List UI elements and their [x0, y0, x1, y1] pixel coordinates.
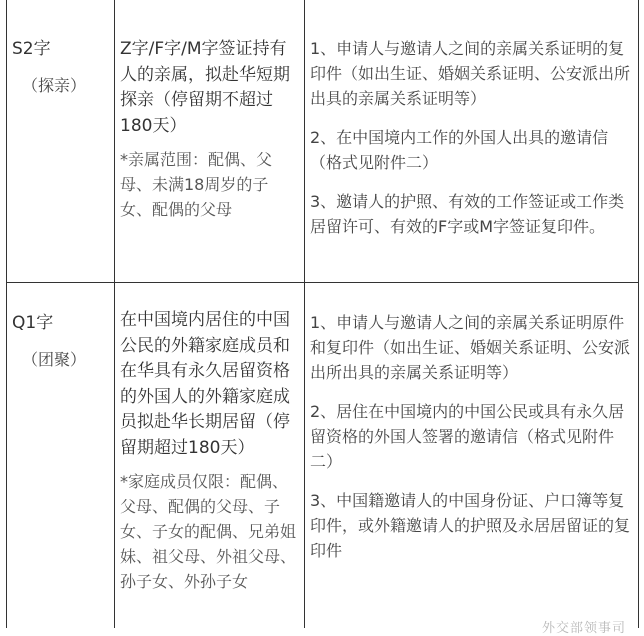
requirement-item: 3、邀请人的护照、有效的工作签证或工作类居留许可、有效的F字或M字签证复印件。 — [310, 192, 625, 236]
visa-type-cell — [12, 36, 112, 98]
visa-type-code: S2字 — [12, 39, 51, 59]
visa-type-code: Q1字 — [12, 313, 54, 333]
relatives-scope-note: *亲属范围：配偶、父母、未满18周岁的子女、配偶的父母 — [120, 150, 273, 219]
cut-off-caption: 外交部领事司 — [541, 621, 626, 636]
required-documents-cell — [310, 310, 632, 577]
visa-type-note: （探亲） — [22, 76, 87, 95]
family-members-scope-note: *家庭成员仅限：配偶、父母、配偶的父母、子女、子女的配偶、兄弟姐妹、祖父母、外祖父母、孙子女、外孙子女 — [120, 472, 297, 591]
table-row — [0, 0, 644, 282]
table-row — [0, 282, 644, 636]
visa-type-cell — [12, 310, 112, 372]
applicant-description: 在中国境内居住的中国公民的外籍家庭成员和在华具有永久居留资格的外国人的外籍家庭成员拟赴华长期居留（停留期超过180天） — [120, 310, 290, 458]
requirement-item: 1、申请人与邀请人之间的亲属关系证明的复印件（如出生证、婚姻关系证明、公安派出所出具的亲属关系证明等） — [310, 39, 631, 108]
applicant-description-cell — [120, 37, 298, 222]
visa-type-note: （团聚） — [22, 350, 87, 369]
requirement-item: 3、中国籍邀请人的中国身份证、户口簿等复印件，或外籍邀请人的护照及永居居留证的复印件 — [310, 491, 631, 560]
applicant-description: Z字/F字/M字签证持有人的亲属，拟赴华短期探亲（停留期不超过180天） — [120, 39, 290, 136]
requirement-item: 2、居住在中国境内的中国公民或具有永久居留资格的外国人签署的邀请信（格式见附件二） — [310, 402, 625, 471]
requirement-item: 2、在中国境内工作的外国人出具的邀请信（格式见附件二） — [310, 128, 609, 172]
required-documents-cell — [310, 36, 632, 253]
applicant-description-cell — [120, 308, 298, 594]
requirement-item: 1、申请人与邀请人之间的亲属关系证明原件和复印件（如出生证、婚姻关系证明、公安派出所出具的亲属关系证明等） — [310, 313, 631, 382]
